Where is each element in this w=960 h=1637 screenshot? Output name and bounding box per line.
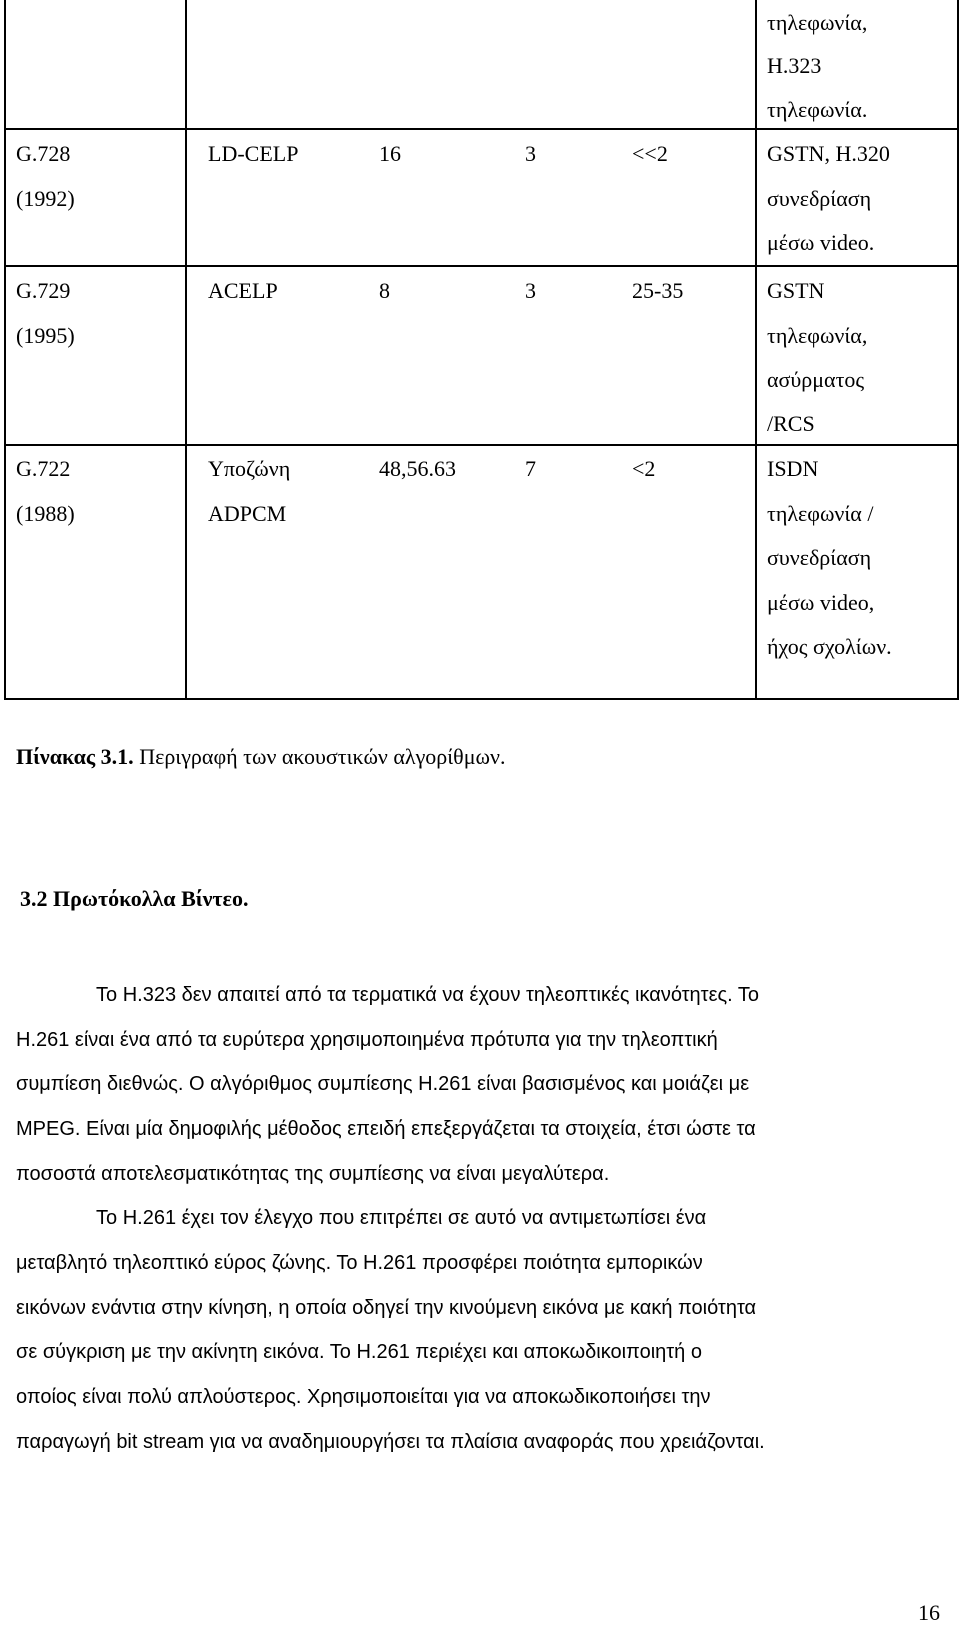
table-col-divider: [185, 0, 187, 700]
table-cell-delay: <2: [632, 456, 656, 481]
paragraph-line: MPEG. Είναι μία δημοφιλής μέθοδος επειδή επεξεργάζεται τα στοιχεία, έτσι ώστε τα: [16, 1118, 756, 1140]
table-cell-application: συνεδρίαση: [767, 545, 872, 570]
table-cell-application: /RCS: [767, 411, 815, 436]
table-cell-application: τηλεφωνία,: [767, 10, 868, 35]
table-cell-algorithm: Υποζώνη: [208, 456, 291, 481]
table-col-divider: [755, 0, 757, 700]
table-cell-application: ήχος σχολίων.: [767, 634, 892, 659]
table-cell-application: GSTN: [767, 278, 825, 303]
caption-label: Πίνακας 3.1.: [16, 744, 134, 769]
table-cell-complexity: 7: [525, 456, 536, 481]
section-heading: 3.2 Πρωτόκολλα Βίντεο.: [20, 886, 249, 911]
table-cell-application: ISDN: [767, 456, 819, 481]
paragraph-line: εικόνων ενάντια στην κίνηση, η οποία οδηγεί την κινούμενη εικόνα με κακή ποιότητα: [16, 1297, 757, 1319]
table-cell-standard: G.729: [16, 278, 71, 303]
table-cell-standard: G.728: [16, 141, 71, 166]
table-cell-standard: (1988): [16, 501, 75, 526]
table-cell-application: τηλεφωνία.: [767, 97, 868, 122]
table-cell-application: μέσω video,: [767, 590, 875, 615]
table-cell-delay: 25-35: [632, 278, 684, 303]
table-cell-complexity: 3: [525, 278, 536, 303]
table-cell-algorithm: ADPCM: [208, 501, 287, 526]
algorithm-table: [4, 0, 960, 700]
table-cell-application: τηλεφωνία,: [767, 323, 868, 348]
table-cell-application: H.323: [767, 53, 822, 78]
table-border-left: [4, 0, 6, 700]
table-cell-algorithm: ACELP: [208, 278, 278, 303]
table-cell-algorithm: LD-CELP: [208, 141, 299, 166]
paragraph-line: οποίος είναι πολύ απλούστερος. Χρησιμοποιείται για να αποκωδικοποιήσει την: [16, 1386, 711, 1408]
table-cell-application: τηλεφωνία /: [767, 501, 874, 526]
caption-text: Περιγραφή των ακουστικών αλγορίθμων.: [133, 744, 506, 769]
table-cell-delay: <<2: [632, 141, 668, 166]
paragraph-line: Το H.261 έχει τον έλεγχο που επιτρέπει σε αυτό να αντιμετωπίσει ένα: [96, 1207, 707, 1229]
table-cell-standard: (1995): [16, 323, 75, 348]
page-number: 16: [918, 1600, 940, 1625]
paragraph-line: παραγωγή bit stream για να αναδημιουργήσει τα πλαίσια αναφοράς που χρειάζονται.: [16, 1431, 765, 1453]
table-cell-application: ασύρματος: [767, 367, 865, 392]
table-cell-application: μέσω video.: [767, 230, 875, 255]
paragraph-line: μεταβλητό τηλεοπτικό εύρος ζώνης. Το H.261 προσφέρει ποιότητα εμπορικών: [16, 1252, 703, 1274]
table-cell-application: συνεδρίαση: [767, 186, 872, 211]
table-cell-standard: (1992): [16, 186, 75, 211]
table-cell-complexity: 3: [525, 141, 536, 166]
table-cell-rate: 16: [379, 141, 401, 166]
paragraph-line: H.261 είναι ένα από τα ευρύτερα χρησιμοποιημένα πρότυπα για την τηλεοπτική: [16, 1029, 718, 1051]
table-cell-application: GSTN, H.320: [767, 141, 890, 166]
table-cell-standard: G.722: [16, 456, 71, 481]
table-caption: [16, 742, 505, 772]
table-cell-rate: 48,56.63: [379, 456, 456, 481]
paragraph-line: σε σύγκριση με την ακίνητη εικόνα. Το H.261 περιέχει και αποκωδικοιποιητή ο: [16, 1341, 702, 1363]
table-row-divider: [4, 265, 958, 267]
table-border-bottom: [4, 698, 958, 700]
table-border-right: [957, 0, 959, 700]
paragraph-line: Το H.323 δεν απαιτεί από τα τερματικά να έχουν τηλεοπτικές ικανότητες. Το: [96, 984, 760, 1006]
table-cell-rate: 8: [379, 278, 390, 303]
paragraph-line: ποσοστά αποτελεσματικότητας της συμπίεσης να είναι μεγαλύτερα.: [16, 1163, 610, 1185]
paragraph-line: συμπίεση διεθνώς. Ο αλγόριθμος συμπίεσης H.261 είναι βασισμένος και μοιάζει με: [16, 1073, 750, 1095]
